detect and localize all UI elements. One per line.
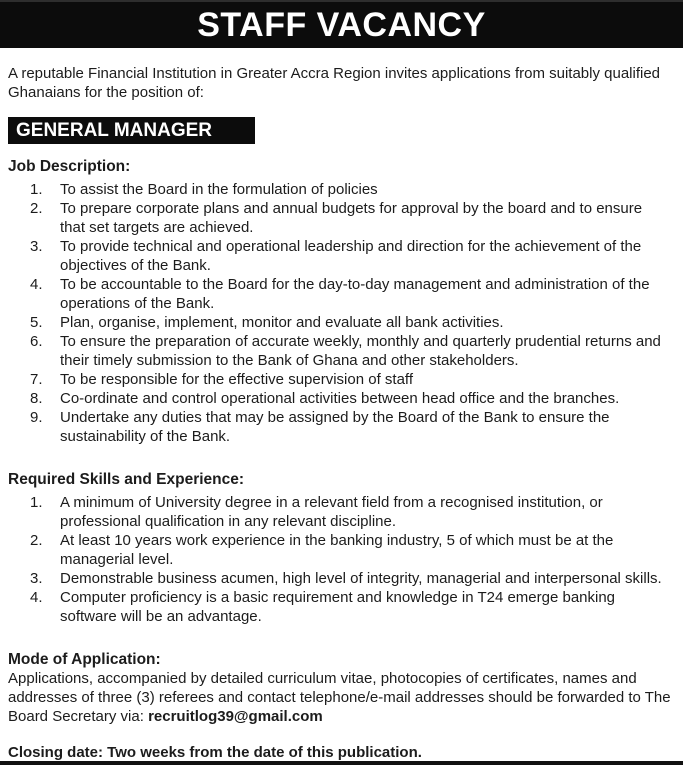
list-item: A minimum of University degree in a relevant field from a recognised institution, or professional qualification in any relevant discipline.: [60, 494, 603, 530]
banner: [0, 0, 683, 48]
advert-body: [0, 64, 683, 762]
required-skills-heading: Required Skills and Experience:: [8, 471, 245, 488]
intro-paragraph: A reputable Financial Institution in Greater Accra Region invites applications from suitably qualified Ghanaians for the position of:: [8, 65, 661, 101]
list-item: To ensure the preparation of accurate weekly, monthly and quarterly prudential returns and their timely submission to the Bank of Ghana and other stakeholders.: [60, 333, 661, 369]
list-item: To be responsible for the effective supervision of staff: [60, 371, 413, 388]
list-item: At least 10 years work experience in the banking industry, 5 of which must be at the managerial level.: [60, 532, 614, 568]
job-description-heading: Job Description:: [8, 158, 131, 175]
list-item: To prepare corporate plans and annual budgets for approval by the board and to ensure that set targets are achieved.: [60, 200, 643, 236]
list-item: Computer proficiency is a basic requirement and knowledge in T24 emerge banking software will be an advantage.: [60, 589, 616, 625]
job-description-list: [8, 180, 673, 446]
list-item: Demonstrable business acumen, high level of integrity, managerial and interpersonal skills.: [60, 570, 662, 587]
mode-of-application-heading: Mode of Application:: [8, 651, 161, 668]
position-title-bar: GENERAL MANAGER: [8, 117, 255, 144]
list-item: To assist the Board in the formulation of policies: [60, 181, 378, 198]
required-skills-list: [8, 493, 673, 626]
mode-of-application-text: Applications, accompanied by detailed curriculum vitae, photocopies of certificates, names and addresses of three (3) referees and contact telephone/e-mail addresses should be forwarded to The Board Secretary via:: [8, 670, 671, 725]
mode-of-application-paragraph: [8, 669, 673, 726]
bottom-divider: [0, 761, 683, 765]
list-item: To be accountable to the Board for the day-to-day management and administration of the operations of the Bank.: [60, 276, 650, 312]
list-item: To provide technical and operational leadership and direction for the achievement of the objectives of the Bank.: [60, 238, 642, 274]
list-item: Plan, organise, implement, monitor and evaluate all bank activities.: [60, 314, 504, 331]
page-title: STAFF VACANCY: [197, 6, 486, 44]
closing-date-line: Closing date: Two weeks from the date of this publication.: [8, 744, 422, 761]
list-item: Co-ordinate and control operational activities between head office and the branches.: [60, 390, 620, 407]
list-item: Undertake any duties that may be assigned by the Board of the Bank to ensure the sustainability of the Bank.: [60, 409, 610, 445]
contact-email: recruitlog39@gmail.com: [148, 708, 323, 725]
